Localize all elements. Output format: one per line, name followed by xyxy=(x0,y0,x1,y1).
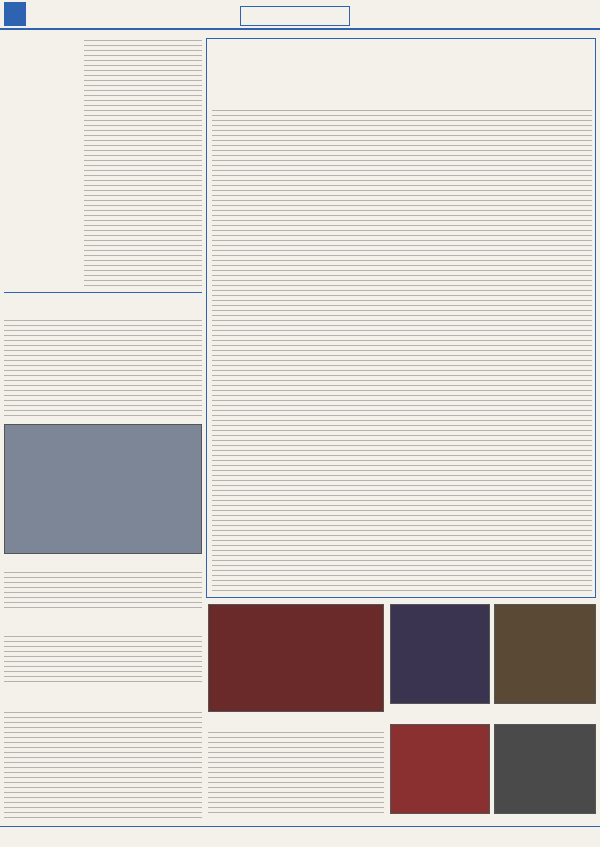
story-body xyxy=(4,634,202,684)
news-photo xyxy=(390,724,490,814)
lead-story xyxy=(4,38,80,288)
news-photo xyxy=(208,604,384,712)
section-name xyxy=(240,6,350,26)
footer-rule xyxy=(0,826,600,827)
story-body xyxy=(4,710,202,820)
story-body xyxy=(4,570,202,610)
news-photo xyxy=(494,724,596,814)
feature-body xyxy=(212,108,592,592)
story-body xyxy=(4,318,202,418)
lead-story-body xyxy=(84,38,202,288)
news-photo xyxy=(390,604,490,704)
story-body xyxy=(208,730,384,816)
page-number xyxy=(4,2,26,26)
masthead xyxy=(0,0,600,30)
news-photo xyxy=(4,424,202,554)
news-photo xyxy=(494,604,596,704)
divider xyxy=(4,292,202,293)
